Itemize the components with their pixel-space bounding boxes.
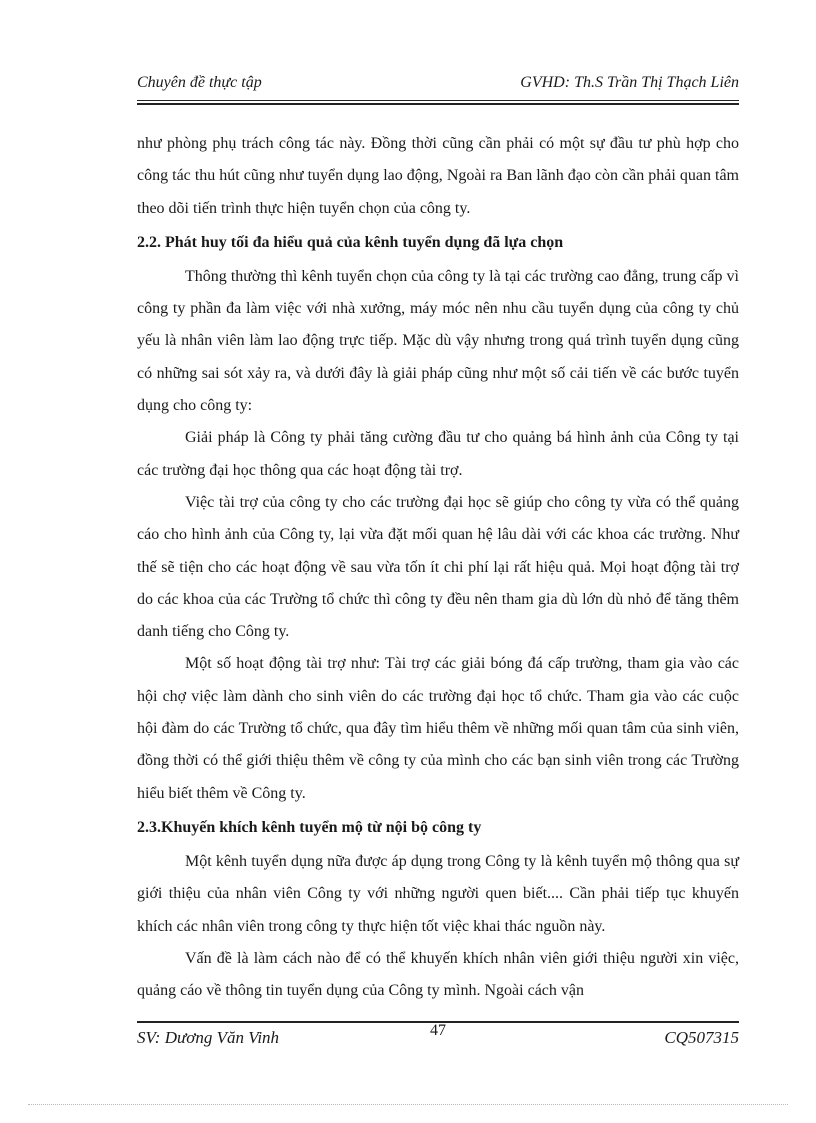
page-number: 47 xyxy=(430,1022,446,1039)
section-heading-2-2: 2.2. Phát huy tối đa hiểu quả của kênh tuyển dụng đã lựa chọn xyxy=(137,233,564,251)
header-supervisor: GVHD: Th.S Trần Thị Thạch Liên xyxy=(520,74,739,91)
page-bottom-border xyxy=(28,1104,788,1105)
paragraph-7: Vấn đề là làm cách nào để có thể khuyến khích nhân viên giới thiệu người xin việc, quảng cáo về thông tin tuyển dụng của Công ty mình. Ngoài cách vận xyxy=(137,949,739,1000)
page-footer xyxy=(137,1022,739,1050)
section-heading-2-3: 2.3.Khuyến khích kênh tuyển mộ từ nội bộ công ty xyxy=(137,818,482,836)
paragraph-6: Một kênh tuyển dụng nữa được áp dụng trong Công ty là kênh tuyển mộ thông qua sự giới thiệu của nhân viên Công ty với những người quen biết.... Cần phải tiếp tục khuyến khích các nhân viên trong công ty thực hiện tốt việc khai thác nguồn này. xyxy=(137,852,739,935)
footer-student: SV: Dương Văn Vinh xyxy=(137,1028,280,1047)
paragraph-2: Thông thường thì kênh tuyển chọn của công ty là tại các trường cao đẳng, trung cấp vì công ty phần đa làm việc với nhà xưởng, máy móc nên nhu cầu tuyển dụng của công ty chủ yếu là nhân viên làm lao động trực tiếp. Mặc dù vậy nhưng trong quá trình tuyển dụng cũng có những sai sót xảy ra, và dưới đây là giải pháp cũng như một số cải tiến về các bước tuyển dụng cho công ty: xyxy=(137,267,739,415)
footer-student-id: CQ507315 xyxy=(664,1028,739,1047)
header-rule xyxy=(137,100,739,101)
header-rule-thick xyxy=(137,103,739,105)
paragraph-4: Việc tài trợ của công ty cho các trường đại học sẽ giúp cho công ty vừa có thể quảng cáo cho hình ảnh của Công ty, lại vừa đặt mối quan hệ lâu dài với các khoa các trường. Như thế sẽ tiện cho các hoạt động về sau vừa tốn ít chi phí lại rất hiệu quả. Mọi hoạt động tài trợ do các khoa của các Trường tổ chức thì công ty đều nên tham gia dù lớn dù nhỏ để tăng thêm danh tiếng cho Công ty. xyxy=(137,493,739,641)
page-header xyxy=(137,74,739,98)
paragraph-5: Một số hoạt động tài trợ như: Tài trợ các giải bóng đá cấp trường, tham gia vào các hội chợ việc làm dành cho sinh viên do các trường đại học tổ chức. Tham gia vào các cuộc hội đàm do các Trường tổ chức, qua đây tìm hiểu thêm về những mối quan tâm của sinh viên, đồng thời có thể giới thiệu thêm về công ty của mình cho các bạn sinh viên trong các Trường hiểu biết thêm về Công ty. xyxy=(137,655,739,802)
paragraph-1: như phòng phụ trách công tác này. Đồng thời cũng cần phải có một sự đầu tư phù hợp cho công tác thu hút cũng như tuyển dụng lao động, Ngoài ra Ban lãnh đạo còn cần phải quan tâm theo dõi tiến trình thực hiện tuyển chọn của công ty. xyxy=(137,135,739,217)
header-report-title: Chuyên đề thực tập xyxy=(137,74,262,91)
page-body xyxy=(137,128,739,1007)
paragraph-3: Giải pháp là Công ty phải tăng cường đầu tư cho quảng bá hình ảnh của Công ty tại các trường đại học thông qua các hoạt động tài trợ. xyxy=(137,429,739,479)
